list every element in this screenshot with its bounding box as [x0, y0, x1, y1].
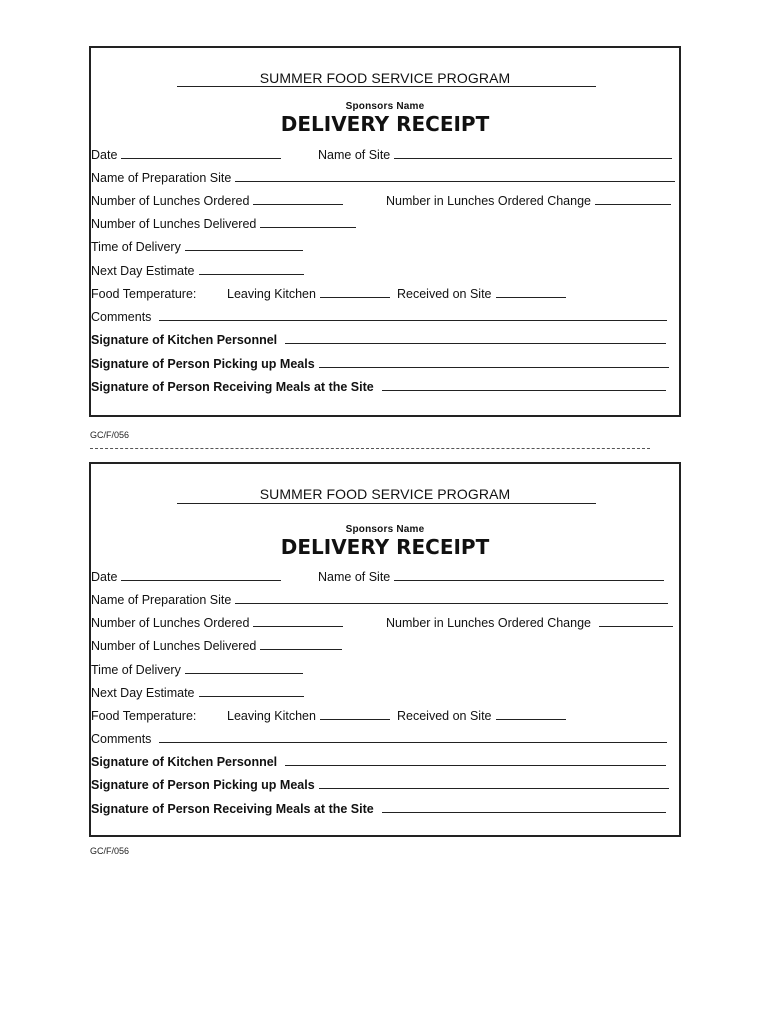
leaving-kitchen-label: Leaving Kitchen	[227, 709, 316, 723]
food-temp-label: Food Temperature:	[91, 287, 197, 301]
prep-site-row	[91, 170, 675, 186]
comments-label: Comments	[91, 732, 152, 746]
sig-receiving-row	[91, 379, 666, 395]
sponsor-name-field[interactable]	[177, 503, 596, 504]
cut-line	[90, 448, 650, 449]
comments-row	[91, 731, 667, 747]
site-label: Name of Site	[318, 570, 391, 584]
food-temp-label: Food Temperature:	[91, 709, 197, 723]
receipt-title: DELIVERY RECEIPT	[280, 535, 490, 559]
lunches-delivered-field[interactable]	[260, 216, 356, 228]
date-label: Date	[91, 570, 118, 584]
date-field[interactable]	[121, 569, 281, 581]
lunches-delivered-row	[91, 638, 342, 654]
date-label: Date	[91, 148, 118, 162]
time-row	[91, 239, 303, 255]
comments-label: Comments	[91, 310, 152, 324]
prep-site-field[interactable]	[235, 170, 675, 182]
sig-kitchen-row	[91, 332, 666, 348]
sig-receiving-field[interactable]	[382, 379, 666, 391]
sig-picking-row	[91, 356, 669, 372]
sig-kitchen-label: Signature of Kitchen Personnel	[91, 755, 278, 769]
next-day-label: Next Day Estimate	[91, 264, 195, 278]
time-row	[91, 662, 303, 678]
lunches-delivered-row	[91, 216, 356, 232]
next-day-field[interactable]	[199, 685, 304, 697]
lunches-delivered-field[interactable]	[260, 638, 342, 650]
comments-row	[91, 309, 667, 325]
lunches-ordered-field[interactable]	[253, 615, 343, 627]
sig-receiving-label: Signature of Person Receiving Meals at the Site	[91, 802, 374, 816]
sig-receiving-field[interactable]	[382, 801, 666, 813]
sig-receiving-row	[91, 801, 666, 817]
comments-field[interactable]	[159, 731, 667, 743]
received-site-field[interactable]	[496, 708, 566, 720]
food-temp-row	[91, 286, 679, 302]
date-site-row	[91, 569, 679, 585]
lunches-delivered-label: Number of Lunches Delivered	[91, 217, 257, 231]
time-field[interactable]	[185, 239, 303, 251]
date-site-row	[91, 147, 679, 163]
sig-picking-label: Signature of Person Picking up Meals	[91, 778, 315, 792]
sig-picking-row	[91, 777, 669, 793]
next-day-field[interactable]	[199, 263, 304, 275]
program-title: SUMMER FOOD SERVICE PROGRAM	[259, 70, 511, 86]
received-site-label: Received on Site	[397, 287, 492, 301]
next-day-row	[91, 685, 304, 701]
lunches-ordered-field[interactable]	[253, 193, 343, 205]
comments-field[interactable]	[159, 309, 667, 321]
prep-site-label: Name of Preparation Site	[91, 593, 232, 607]
next-day-label: Next Day Estimate	[91, 686, 195, 700]
lunches-ordered-row	[91, 615, 679, 631]
food-temp-row	[91, 708, 679, 724]
site-field[interactable]	[394, 569, 664, 581]
received-site-field[interactable]	[496, 286, 566, 298]
lunches-delivered-label: Number of Lunches Delivered	[91, 639, 257, 653]
sig-kitchen-field[interactable]	[285, 754, 666, 766]
sponsor-name-label: Sponsors Name	[345, 524, 425, 535]
sig-picking-field[interactable]	[319, 356, 669, 368]
prep-site-row	[91, 592, 668, 608]
sig-kitchen-row	[91, 754, 666, 770]
lunches-ordered-label: Number of Lunches Ordered	[91, 616, 250, 630]
sig-kitchen-field[interactable]	[285, 332, 666, 344]
leaving-kitchen-field[interactable]	[320, 286, 390, 298]
lunches-change-label: Number in Lunches Ordered Change	[386, 616, 591, 630]
prep-site-field[interactable]	[235, 592, 668, 604]
lunches-change-label: Number in Lunches Ordered Change	[386, 194, 591, 208]
form-code: GC/F/056	[90, 430, 130, 440]
delivery-receipt-bottom	[89, 462, 681, 837]
sponsor-name-label: Sponsors Name	[345, 101, 425, 112]
program-title: SUMMER FOOD SERVICE PROGRAM	[259, 486, 511, 502]
sig-picking-label: Signature of Person Picking up Meals	[91, 357, 315, 371]
receipt-title: DELIVERY RECEIPT	[280, 112, 490, 136]
leaving-kitchen-field[interactable]	[320, 708, 390, 720]
date-field[interactable]	[121, 147, 281, 159]
time-label: Time of Delivery	[91, 240, 181, 254]
time-label: Time of Delivery	[91, 663, 181, 677]
sig-kitchen-label: Signature of Kitchen Personnel	[91, 333, 278, 347]
received-site-label: Received on Site	[397, 709, 492, 723]
leaving-kitchen-label: Leaving Kitchen	[227, 287, 316, 301]
sponsor-name-field[interactable]	[177, 86, 596, 87]
site-label: Name of Site	[318, 148, 391, 162]
lunches-ordered-label: Number of Lunches Ordered	[91, 194, 250, 208]
next-day-row	[91, 263, 304, 279]
lunches-change-field[interactable]	[595, 193, 671, 205]
delivery-receipt-top	[89, 46, 681, 417]
sig-picking-field[interactable]	[319, 777, 669, 789]
form-code: GC/F/056	[90, 846, 130, 856]
lunches-ordered-row	[91, 193, 679, 209]
sig-receiving-label: Signature of Person Receiving Meals at the Site	[91, 380, 374, 394]
lunches-change-field[interactable]	[599, 615, 673, 627]
prep-site-label: Name of Preparation Site	[91, 171, 232, 185]
site-field[interactable]	[394, 147, 672, 159]
time-field[interactable]	[185, 662, 303, 674]
